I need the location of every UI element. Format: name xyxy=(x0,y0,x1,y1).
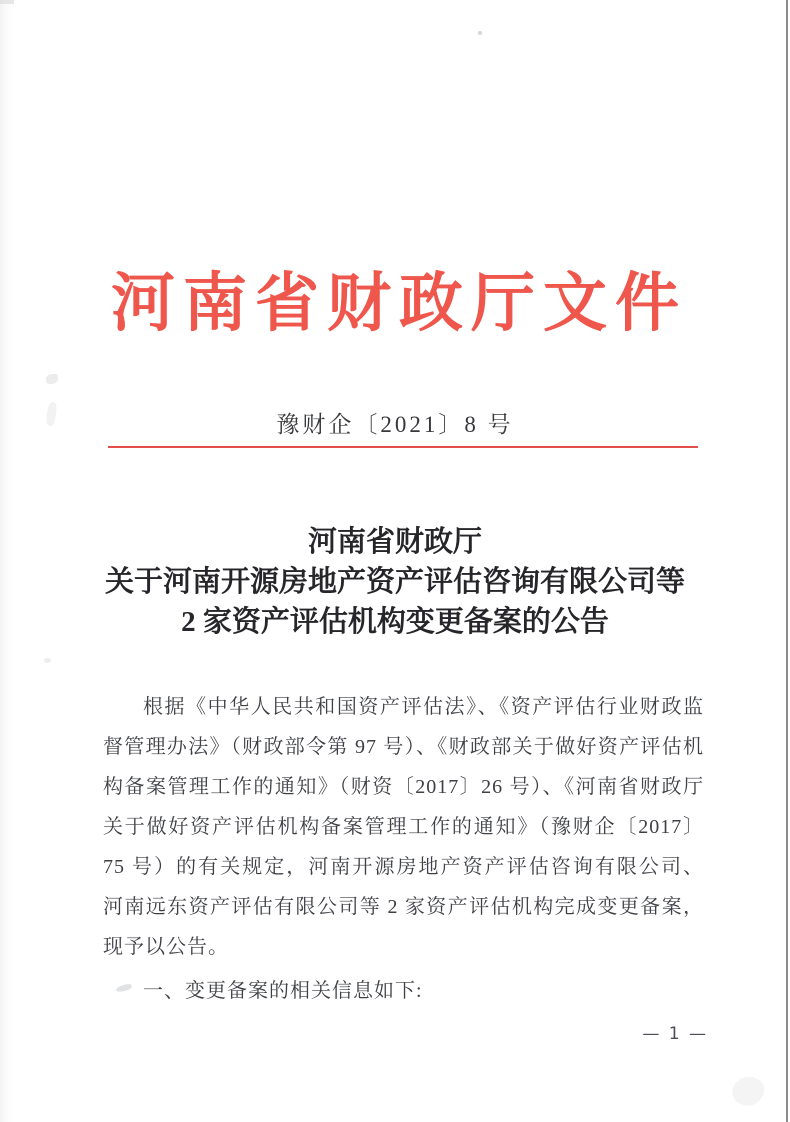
red-divider-line xyxy=(108,446,698,448)
body-line: 75 号）的有关规定，河南开源房地产资产评估咨询有限公司、 xyxy=(103,856,704,878)
document-title xyxy=(88,522,702,642)
scan-edge-line xyxy=(786,0,788,1122)
title-line-3: 2 家资产评估机构变更备案的公告 xyxy=(181,606,609,638)
scan-artifact xyxy=(0,0,14,4)
body-line: 关于做好资产评估机构备案管理工作的通知》（豫财企〔2017〕 xyxy=(103,816,704,838)
scan-artifact xyxy=(728,1071,769,1112)
document-body xyxy=(103,687,704,1011)
body-line: 根据《中华人民共和国资产评估法》、《资产评估行业财政监 xyxy=(143,696,704,718)
scan-artifact xyxy=(46,374,58,384)
scan-artifact xyxy=(478,31,482,35)
document-reference-number: 豫财企〔2021〕8 号 xyxy=(276,412,514,437)
body-line: 河南远东资产评估有限公司等 2 家资产评估机构完成变更备案， xyxy=(103,896,704,918)
body-line: 督管理办法》（财政部令第 97 号）、《财政部关于做好资产评估机 xyxy=(103,736,704,758)
page-number: — 1 — xyxy=(642,1024,708,1044)
agency-banner-title: 河南省财政厅文件 xyxy=(111,268,687,339)
body-line: 现予以公告。 xyxy=(103,936,229,958)
body-section-heading: 一、变更备案的相关信息如下: xyxy=(143,980,423,1002)
scan-artifact xyxy=(44,658,51,663)
title-line-1: 河南省财政厅 xyxy=(307,526,482,558)
title-line-2: 关于河南开源房地产资产评估咨询有限公司等 xyxy=(104,566,685,598)
body-line: 构备案管理工作的通知》（财资〔2017〕26 号）、《河南省财政厅 xyxy=(103,776,704,798)
